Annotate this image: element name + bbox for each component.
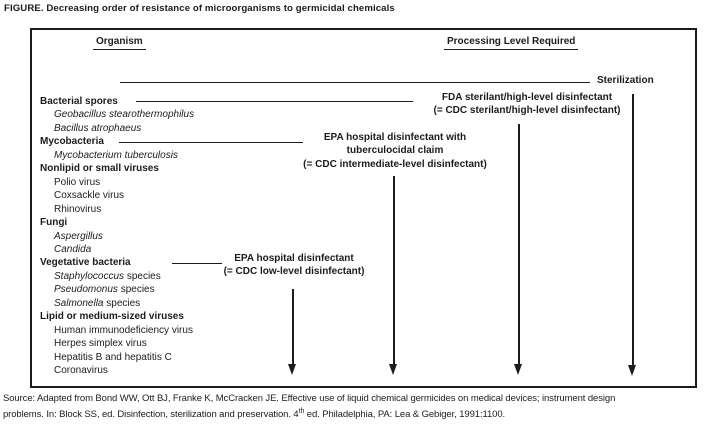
sterilization-arrow-line [632,94,634,365]
level-epalow-line2: (= CDC low-level disinfectant) [223,266,365,278]
connector-bacterial-spores-to-fda [136,101,413,102]
organism-species: Rhinovirus [54,203,102,215]
fda-arrow-line [518,124,520,364]
organism-species: Mycobacterium tuberculosis [54,149,178,161]
sterilization-connector-line [120,82,590,83]
epa-tb-arrow-head-icon [389,364,397,375]
sterilization-arrow-head-icon [628,365,636,376]
level-fda-line1: FDA sterilant/high-level disinfectant [441,92,613,103]
organism-species: Bacillus atrophaeus [54,122,142,134]
epa-low-arrow-line [292,289,294,364]
level-epalow-line1: EPA hospital disinfectant [234,253,354,264]
organism-species: Geobacillus stearothermophilus [54,109,195,121]
organism-species: Coxsackle virus [54,190,125,202]
column-header-organism: Organism [93,36,146,50]
organism-list [40,95,194,378]
level-fda-line2: (= CDC sterilant/high-level disinfectant) [433,105,621,117]
organism-category-vegetative-bacteria: Vegetative bacteria [40,257,131,269]
level-label-epa-tuberculocidal [270,131,520,171]
epa-low-arrow-head-icon [288,364,296,375]
level-epatb-line3: (= CDC intermediate-level disinfectant) [303,158,487,170]
organism-category-lipid-viruses: Lipid or medium-sized viruses [40,311,184,323]
organism-species: Candida [54,243,92,255]
source-line2: problems. In: Block SS, ed. Disinfection, sterilization and preservation. 4th ed. Philadelphia, PA: Lea & Gebiger, 1991:1100. [3,407,506,420]
level-epatb-line1: EPA hospital disinfectant with [323,132,467,143]
fda-arrow-head-icon [514,364,522,375]
column-header-processing: Processing Level Required [444,36,578,50]
organism-species: Polio virus [54,176,101,188]
organism-species: Pseudomonus species [54,284,155,296]
figure-title: FIGURE. Decreasing order of resistance of microorganisms to germicidal chemicals [4,3,395,14]
level-label-epa-low [194,252,394,279]
organism-species: Staphylococcus species [54,270,161,282]
organism-category-mycobacteria: Mycobacteria [40,136,104,148]
organism-species: Coronavirus [54,365,108,377]
sterilization-label: Sterilization [597,75,654,86]
source-citation [3,393,705,421]
organism-category-bacterial-spores: Bacterial spores [40,96,118,107]
organism-species: Human immunodeficiency virus [54,324,193,336]
organism-species: Hepatitis B and hepatitis C [54,351,172,363]
epa-tb-arrow-line [393,176,395,364]
organism-species: Herpes simplex virus [54,338,147,350]
source-line1: Source: Adapted from Bond WW, Ott BJ, Franke K, McCracken JE. Effective use of liquid chemical germicides on medical devices; instrument design [3,393,616,404]
organism-category-fungi: Fungi [40,217,68,229]
organism-species: Aspergillus [54,230,103,242]
organism-species: Salmonella species [54,297,141,309]
organism-category-nonlipid-viruses: Nonlipid or small viruses [40,163,159,175]
level-epatb-line2: tuberculocidal claim [346,145,444,157]
